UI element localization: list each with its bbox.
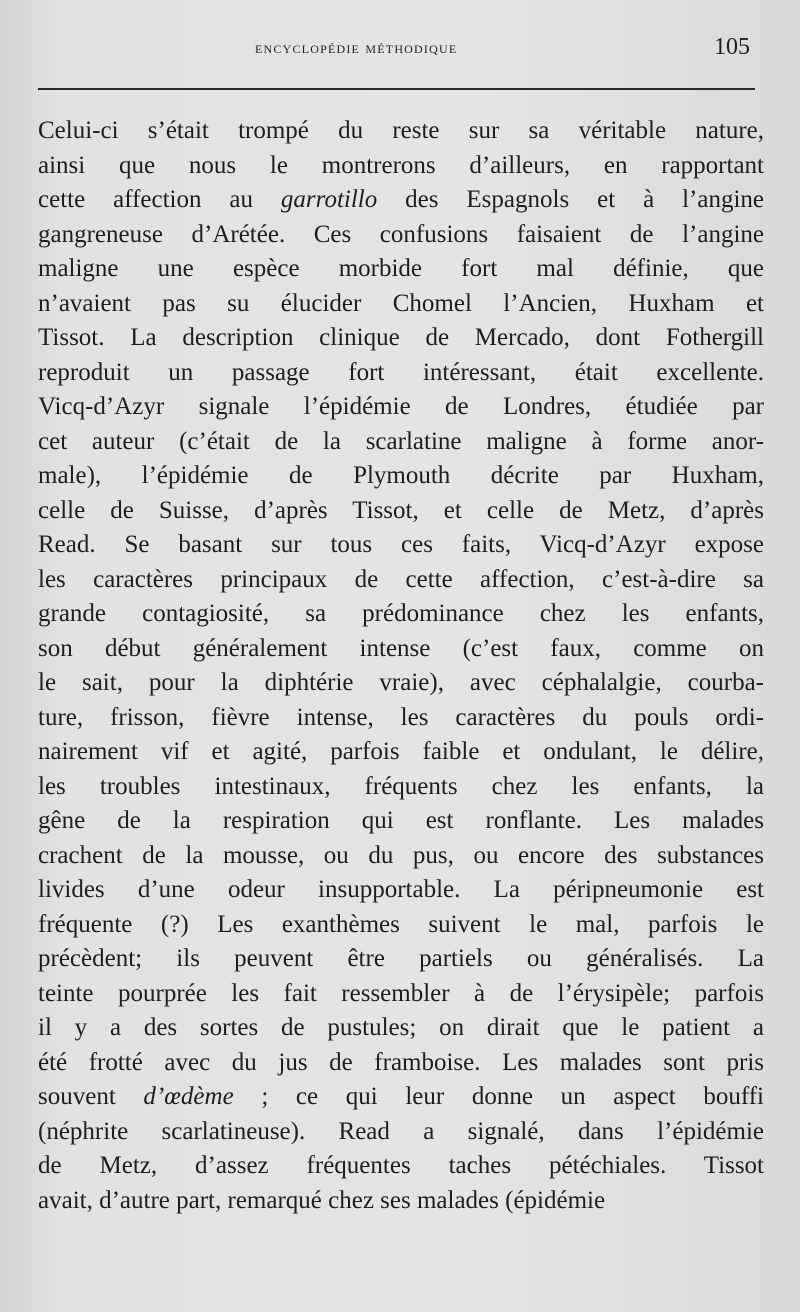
text-line xyxy=(38,804,764,839)
text-line xyxy=(38,390,764,425)
text-segment: les troubles intestinaux, fréquents chez les enfants, la xyxy=(38,772,764,800)
text-line xyxy=(38,114,764,149)
text-line xyxy=(38,1011,764,1046)
text-line xyxy=(38,666,764,701)
text-segment: (néphrite scarlatineuse). Read a signalé, dans l’épidémie xyxy=(38,1117,764,1145)
text-line xyxy=(38,1080,764,1115)
header-rule xyxy=(38,88,755,90)
text-segment: Tissot. La description clinique de Mercado, dont Fothergill xyxy=(38,324,764,351)
text-segment: ; ce qui leur donne un aspect bouffi xyxy=(233,1083,764,1110)
page-number: 105 xyxy=(714,34,750,60)
text-segment: souvent xyxy=(38,1083,144,1110)
text-segment: crachent de la mousse, ou du pus, ou encore des substances xyxy=(38,841,764,869)
text-line xyxy=(38,494,764,529)
text-segment: celle de Suisse, d’après Tissot, et celle de Metz, d’après xyxy=(38,496,764,524)
text-segment: n’avaient pas su élucider Chomel l’Ancien, Huxham et xyxy=(38,289,764,317)
text-line xyxy=(38,528,764,563)
text-segment: gangreneuse d’Arétée. Ces confusions faisaient de l’angine xyxy=(38,220,764,248)
text-segment: de Metz, d’assez fréquentes taches pétéchiales. Tissot xyxy=(38,1152,764,1179)
text-segment: avait, d’autre part, remarqué chez ses malades (épidémie xyxy=(38,1186,606,1214)
text-segment: nairement vif et agité, parfois faible et ondulant, le délire, xyxy=(38,738,764,765)
text-line xyxy=(38,321,764,356)
italic-text: d’œdème xyxy=(143,1083,234,1110)
text-line xyxy=(38,563,764,598)
text-segment: grande contagiosité, sa prédominance chez les enfants, xyxy=(38,600,764,627)
text-segment: maligne une espèce morbide fort mal définie, que xyxy=(38,255,764,282)
text-segment: Vicq-d’Azyr signale l’épidémie de Londres, étudiée par xyxy=(38,393,764,420)
text-segment: ainsi que nous le montrerons d’ailleurs, en rapportant xyxy=(38,151,764,179)
text-segment: précèdent; ils peuvent être partiels ou généralisés. La xyxy=(38,945,764,972)
text-segment: fréquente (?) Les exanthèmes suivent le mal, parfois le xyxy=(38,910,764,938)
text-line xyxy=(38,1115,764,1150)
text-segment: cette affection au xyxy=(38,186,281,213)
text-line xyxy=(38,1149,764,1184)
running-title: encyclopédie méthodique xyxy=(255,38,458,57)
text-line xyxy=(38,632,764,667)
text-line xyxy=(38,183,764,218)
text-line xyxy=(38,356,764,391)
text-line xyxy=(38,597,764,632)
text-segment: male), l’épidémie de Plymouth décrite par Huxham, xyxy=(38,462,764,489)
text-segment: ture, frisson, fièvre intense, les caractères du pouls ordi- xyxy=(38,703,764,731)
text-segment: son début généralement intense (c’est faux, comme on xyxy=(38,634,764,662)
text-line xyxy=(38,839,764,874)
text-line xyxy=(38,459,764,494)
text-line xyxy=(38,1184,764,1219)
text-segment: Celui-ci s’était trompé du reste sur sa véritable nature, xyxy=(38,117,764,144)
text-segment: été frotté avec du jus de framboise. Les malades sont pris xyxy=(38,1048,764,1076)
text-segment: le sait, pour la diphtérie vraie), avec céphalalgie, courba- xyxy=(38,669,764,696)
text-line xyxy=(38,425,764,460)
text-segment: les caractères principaux de cette affection, c’est-à-dire sa xyxy=(38,565,764,593)
body-paragraph xyxy=(38,114,764,1218)
text-segment: Read. Se basant sur tous ces faits, Vicq-d’Azyr expose xyxy=(38,531,764,558)
text-segment: livides d’une odeur insupportable. La péripneumonie est xyxy=(38,876,764,903)
text-segment: des Espagnols et à l’angine xyxy=(377,186,764,213)
italic-text: garrotillo xyxy=(280,186,378,213)
text-line xyxy=(38,218,764,253)
text-line xyxy=(38,908,764,943)
text-line xyxy=(38,873,764,908)
text-line xyxy=(38,287,764,322)
text-segment: reproduit un passage fort intéressant, était excellente. xyxy=(38,358,764,386)
text-line xyxy=(38,701,764,736)
text-line xyxy=(38,1046,764,1081)
text-line xyxy=(38,735,764,770)
text-segment: teinte pourprée les fait ressembler à de l’érysipèle; parfois xyxy=(38,979,764,1007)
text-line xyxy=(38,252,764,287)
running-head xyxy=(0,34,800,64)
text-segment: cet auteur (c’était de la scarlatine maligne à forme anor- xyxy=(38,427,764,455)
text-line xyxy=(38,770,764,805)
text-segment: gêne de la respiration qui est ronflante. Les malades xyxy=(38,807,764,834)
text-segment: il y a des sortes de pustules; on dirait que le patient a xyxy=(38,1014,764,1041)
text-line xyxy=(38,977,764,1012)
text-line xyxy=(38,942,764,977)
text-line xyxy=(38,149,764,184)
